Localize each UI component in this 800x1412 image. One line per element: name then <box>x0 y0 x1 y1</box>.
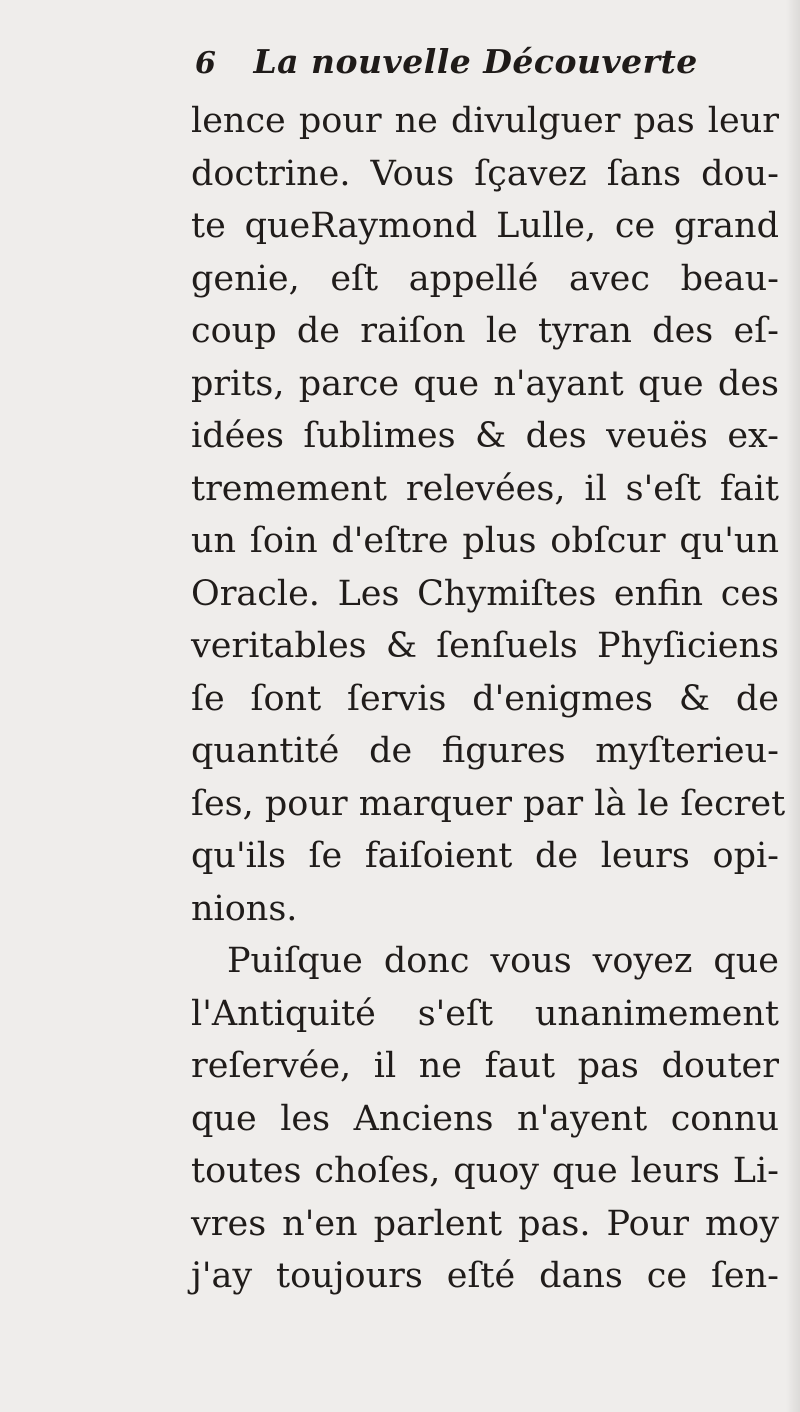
text-line: ſe ſont ſervis d'enigmes & de <box>191 678 779 719</box>
text-line: l'Antiquité s'eſt unanimement <box>191 993 779 1034</box>
text-line: que les Anciens n'ayent connu <box>191 1098 779 1139</box>
text-line: ſes, pour marquer par là le ſecret <box>191 783 786 824</box>
page-number: 6 <box>195 46 216 81</box>
text-line: coup de raiſon le tyran des eſ- <box>191 311 779 351</box>
text-line: idées ſublimes & des veuës ex- <box>191 416 779 456</box>
text-line: te queRaymond Lulle, ce grand <box>191 206 779 246</box>
body-text <box>191 95 791 1303</box>
text-line: tremement relevées, il s'eſt fait <box>191 468 779 509</box>
text-line: j'ay toujours eſté dans ce ſen- <box>191 1256 779 1296</box>
paragraph-start-line: Puiſque donc vous voyez que <box>227 941 779 981</box>
text-line: reſervée, il ne faut pas douter <box>191 1046 779 1086</box>
text-line: nions. <box>191 888 298 929</box>
text-line: un ſoin d'eſtre plus obſcur qu'un <box>191 521 779 561</box>
text-line: prits, parce que n'ayant que des <box>191 363 779 404</box>
text-line: doctrine. Vous ſçavez ſans dou- <box>191 153 779 194</box>
text-line: quantité de figures myſterieu- <box>191 731 779 771</box>
text-line: toutes choſes, quoy que leurs Li- <box>191 1151 779 1191</box>
text-line: Oracle. Les Chymiſtes enfin ces <box>191 573 779 614</box>
running-head <box>195 42 698 92</box>
text-line: lence pour ne divulguer pas leur <box>191 101 779 141</box>
text-line: vres n'en parlent pas. Pour moy <box>191 1203 779 1244</box>
text-line: qu'ils ſe faiſoient de leurs opi- <box>191 836 779 876</box>
running-title: La nouvelle Découverte <box>253 42 698 81</box>
text-line: veritables & ſenſuels Phyſiciens <box>191 626 779 666</box>
text-line: genie, eſt appellé avec beau- <box>191 258 779 299</box>
